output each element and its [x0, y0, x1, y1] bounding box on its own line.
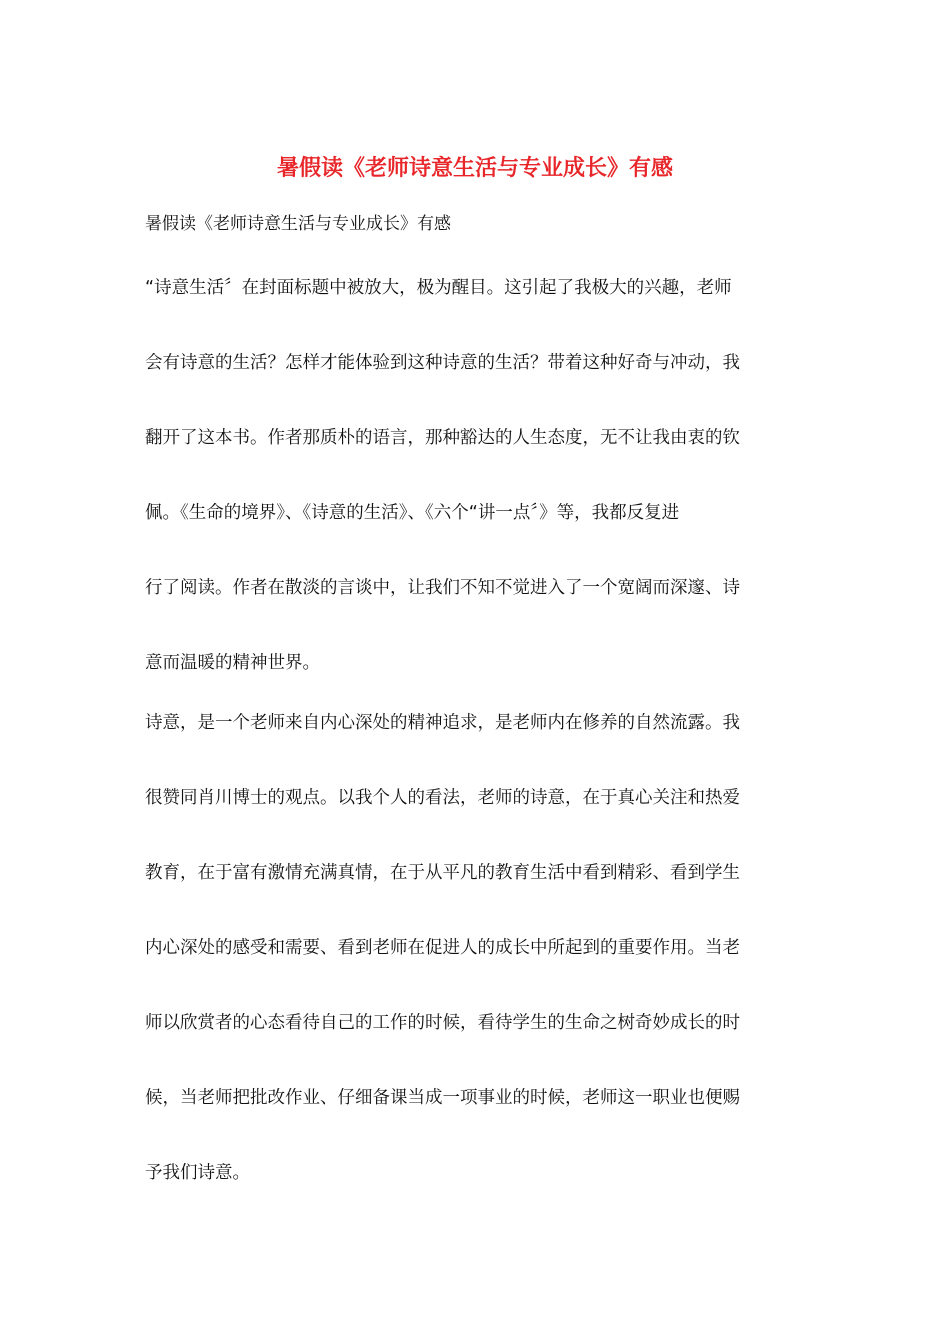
paragraph-line: 内心深处的感受和需要、看到老师在促进人的成长中所起到的重要作用。当老: [145, 938, 740, 958]
paragraph-line: 予我们诗意。: [145, 1163, 250, 1183]
paragraph-2: [145, 710, 815, 1235]
paragraph-line: 候，当老师把批改作业、仔细备课当成一项事业的时候，老师这一职业也便赐: [145, 1088, 740, 1108]
paragraph-line: 诗意，是一个老师来自内心深处的精神追求，是老师内在修养的自然流露。我: [145, 713, 740, 733]
paragraph-line: 会有诗意的生活？怎样才能体验到这种诗意的生活？带着这种好奇与冲动，我: [145, 353, 740, 373]
paragraph-line: 教育，在于富有激情充满真情，在于从平凡的教育生活中看到精彩、看到学生: [145, 863, 740, 883]
paragraph-line: 师以欣赏者的心态看待自己的工作的时候，看待学生的生命之树奇妙成长的时: [145, 1013, 740, 1033]
paragraph-line: 意而温暖的精神世界。: [145, 653, 320, 673]
document-subtitle: 暑假读《老师诗意生活与专业成长》有感: [145, 214, 451, 234]
paragraph-line: 行了阅读。作者在散淡的言谈中，让我们不知不觉进入了一个宽阔而深邃、诗: [145, 578, 740, 598]
paragraph-line: 佩。《生命的境界》、《诗意的生活》、《六个“讲一点〞》等，我都反复进: [145, 503, 680, 523]
paragraph-line: “诗意生活〞在封面标题中被放大，极为醒目。这引起了我极大的兴趣，老师: [145, 278, 732, 298]
paragraph-line: 翻开了这本书。作者那质朴的语言，那种豁达的人生态度，无不让我由衷的钦: [145, 428, 740, 448]
paragraph-line: 很赞同肖川博士的观点。以我个人的看法，老师的诗意，在于真心关注和热爱: [145, 788, 740, 808]
document-title: 暑假读《老师诗意生活与专业成长》有感: [276, 155, 673, 181]
paragraph-1: [145, 275, 815, 725]
